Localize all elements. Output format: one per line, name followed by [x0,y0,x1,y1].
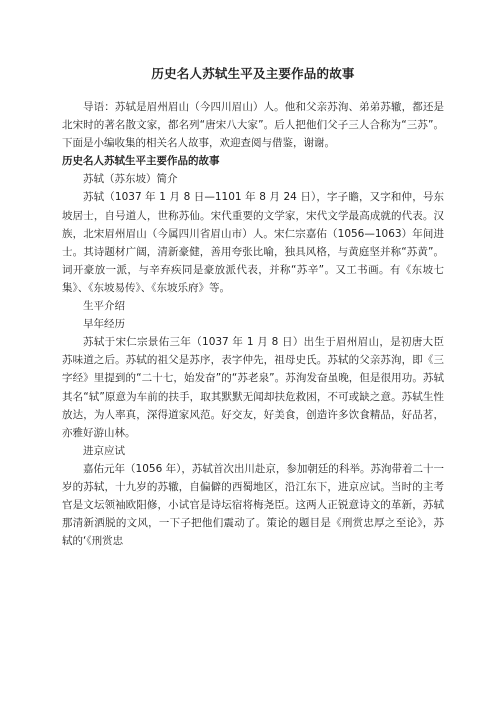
early-life-paragraph: 苏轼于宋仁宗景佑三年（1037 年 1 月 8 日）出生于眉州眉山，是初唐大臣苏味道之后。苏轼的祖父是苏序，表字仲先，祖母史氏。苏轼的父亲苏洵，即《三字经》里提到的“二十七，始发奋”的“苏老泉”。苏洵发奋虽晚，但是很用功。苏轼其名“轼”原意为车前的扶手，取其默默无闻却扶危救困，不可或缺之意。苏轼生性放达，为人率真，深得道家风范。好交友，好美食，创造许多饮食精品，好品茗，亦雅好游山林。 [62,336,444,439]
exam-subheading: 进京应试 [83,444,125,457]
document-title: 历史名人苏轼生平及主要作品的故事 [151,66,355,81]
exam-paragraph: 嘉佑元年（1056 年），苏轼首次出川赴京，参加朝廷的科举。苏洵带着二十一岁的苏轼，十九岁的苏辙，自偏僻的西蜀地区，沿江东下，进京应试。当时的主考官是文坛领袖欧阳修，小试官是诗坛宿将梅尧臣。这两人正锐意诗文的革新，苏轼那清新洒脱的文风，一下子把他们震动了。策论的题目是《刑赏忠厚之至论》，苏轼的‘《刑赏忠 [62,462,444,548]
life-subheading: 生平介绍 [83,300,125,313]
section-heading: 历史名人苏轼生平主要作品的故事 [62,155,220,168]
early-life-subheading: 早年经历 [83,318,125,331]
profile-paragraph: 苏轼（1037 年 1 月 8 日—1101 年 8 月 24 日），字子瞻，又字和仲，号东坡居士，自号道人，世称苏仙。宋代重要的文学家，宋代文学最高成就的代表。汉族，北宋眉州眉山（今属四川省眉山市）人。宋仁宗嘉佑（1056—1063）年间进士。其诗题材广阔，清新豪健，善用夸张比喻，独具风格，与黄庭坚并称“苏黄”。词开豪放一派，与辛弃疾同是豪放派代表，并称“苏辛”。又工书画。有《东坡七集》、《东坡易传》、《东坡乐府》等。 [62,191,444,294]
profile-subheading: 苏轼（苏东坡）简介 [83,173,178,186]
intro-paragraph: 导语：苏轼是眉州眉山（今四川眉山）人。他和父亲苏洵、弟弟苏辙，都还是北宋时的著名散文家，都名列“唐宋八大家”。后人把他们父子三人合称为“三苏”。下面是小编收集的相关名人故事，欢迎查阅与借鉴，谢谢。 [62,101,444,150]
